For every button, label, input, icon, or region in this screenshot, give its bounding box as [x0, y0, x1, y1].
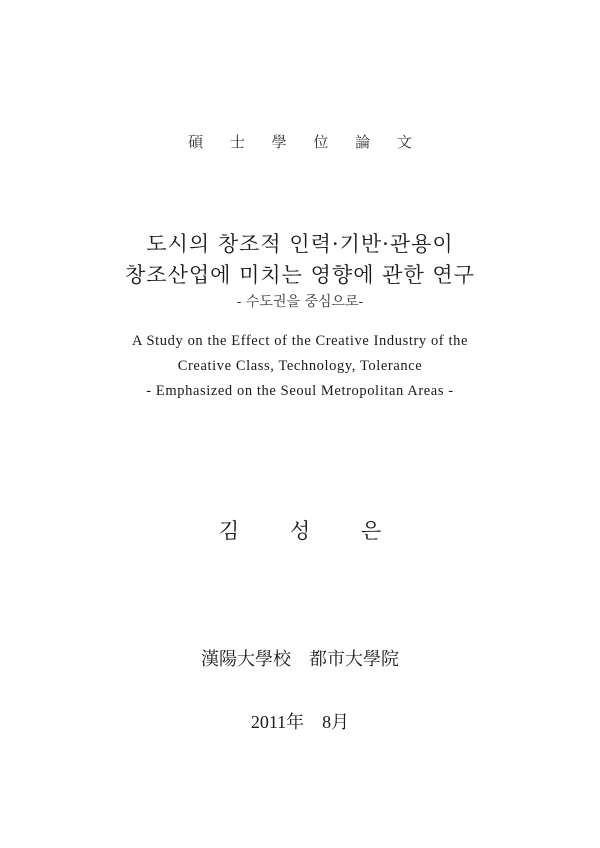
english-title-line-2: Creative Class, Technology, Tolerance: [177, 358, 423, 374]
institution-name: 漢陽大學校 都市大學院: [201, 649, 399, 669]
english-title-line-1: A Study on the Effect of the Creative Industry of the: [132, 333, 468, 349]
korean-title-line-2: 창조산업에 미치는 영향에 관한 연구: [125, 263, 475, 287]
korean-subtitle: - 수도권을 중심으로-: [236, 294, 364, 310]
submission-date: 2011年 8月: [250, 712, 350, 732]
degree-label: 碩 士 學 位 論 文: [188, 133, 423, 151]
korean-title-line-1: 도시의 창조적 인력·기반·관용이: [146, 232, 454, 256]
english-subtitle: - Emphasized on the Seoul Metropolitan Areas -: [146, 383, 454, 399]
author-name: 김 성 은: [218, 519, 404, 543]
